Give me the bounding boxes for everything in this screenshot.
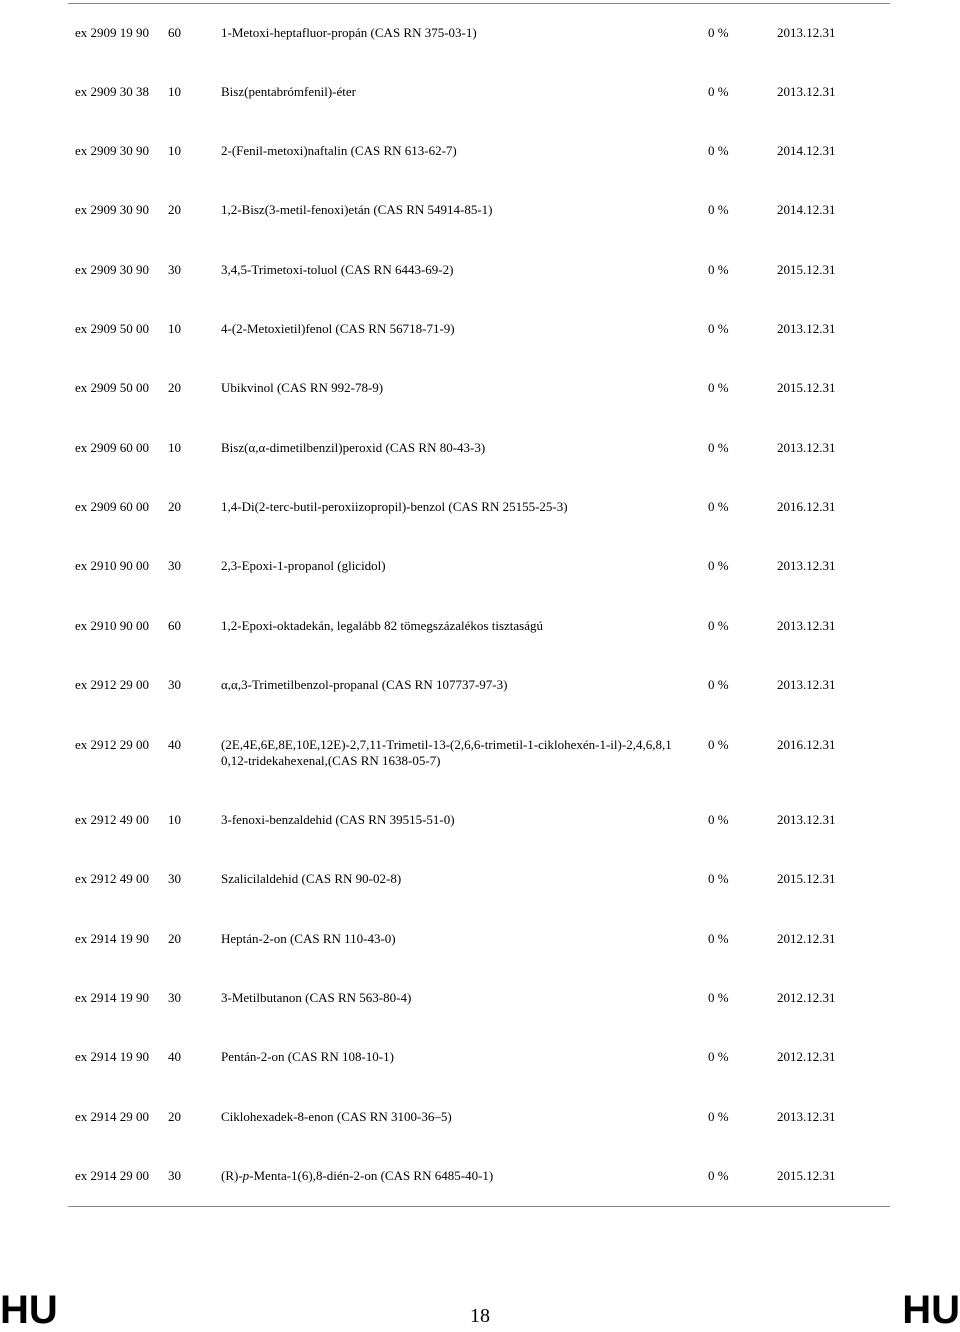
duty-rate: 0 %	[708, 677, 729, 692]
language-code-right: HU	[902, 1288, 960, 1332]
taric-code: 30	[168, 1168, 181, 1183]
taric-code: 40	[168, 1049, 181, 1064]
bottom-rule	[68, 1206, 890, 1207]
duty-rate: 0 %	[708, 931, 729, 946]
taric-code: 30	[168, 990, 181, 1005]
duty-rate: 0 %	[708, 1168, 729, 1183]
taric-code: 20	[168, 499, 181, 514]
end-date: 2013.12.31	[777, 440, 836, 455]
product-description: 3-fenoxi-benzaldehid (CAS RN 39515-51-0)	[221, 812, 455, 827]
cn-code: ex 2909 30 90	[75, 262, 150, 277]
duty-rate: 0 %	[708, 321, 729, 336]
product-description: 2,3-Epoxi-1-propanol (glicidol)	[221, 558, 386, 573]
taric-code: 10	[168, 143, 181, 158]
cn-code: ex 2914 19 90	[75, 1049, 150, 1064]
language-code-left: HU	[0, 1288, 58, 1332]
product-description: 1-Metoxi-heptafluor-propán (CAS RN 375-03-1)	[221, 25, 477, 40]
cn-code: ex 2914 19 90	[75, 990, 150, 1005]
duty-rate: 0 %	[708, 871, 729, 886]
page-number: 18	[470, 1305, 490, 1327]
product-description: 1,4-Di(2-terc-butil-peroxiizopropil)-benzol (CAS RN 25155-25-3)	[221, 499, 568, 514]
product-description: Bisz(pentabrómfenil)-éter	[221, 84, 356, 99]
end-date: 2013.12.31	[777, 84, 836, 99]
product-description: Heptán-2-on (CAS RN 110-43-0)	[221, 931, 396, 946]
duty-rate: 0 %	[708, 812, 729, 827]
taric-code: 20	[168, 1109, 181, 1124]
cn-code: ex 2909 60 00	[75, 499, 150, 514]
end-date: 2013.12.31	[777, 25, 836, 40]
cn-code: ex 2910 90 00	[75, 618, 150, 633]
cn-code: ex 2912 29 00	[75, 737, 150, 752]
end-date: 2012.12.31	[777, 1049, 836, 1064]
product-description: Szalicilaldehid (CAS RN 90-02-8)	[221, 871, 402, 886]
cn-code: ex 2909 30 90	[75, 202, 150, 217]
product-description: 2-(Fenil-metoxi)naftalin (CAS RN 613-62-7)	[221, 143, 457, 158]
cn-code: ex 2909 50 00	[75, 380, 150, 395]
end-date: 2013.12.31	[777, 677, 836, 692]
cn-code: ex 2909 50 00	[75, 321, 150, 336]
taric-code: 20	[168, 931, 181, 946]
cn-code: ex 2912 29 00	[75, 677, 150, 692]
duty-rate: 0 %	[708, 25, 729, 40]
product-description: 4-(2-Metoxietil)fenol (CAS RN 56718-71-9)	[221, 321, 455, 336]
top-rule	[68, 3, 890, 4]
cn-code: ex 2909 19 90	[75, 25, 150, 40]
product-description: 1,2-Bisz(3-metil-fenoxi)etán (CAS RN 54914-85-1)	[221, 202, 493, 217]
taric-code: 20	[168, 202, 181, 217]
product-description: Ciklohexadek-8-enon (CAS RN 3100-36–5)	[221, 1109, 452, 1124]
end-date: 2013.12.31	[777, 812, 836, 827]
end-date: 2016.12.31	[777, 737, 836, 752]
cn-code: ex 2909 30 38	[75, 84, 150, 99]
end-date: 2015.12.31	[777, 1168, 836, 1183]
product-description: α,α,3-Trimetilbenzol-propanal (CAS RN 107737-97-3)	[221, 677, 508, 692]
duty-rate: 0 %	[708, 558, 729, 573]
taric-code: 10	[168, 440, 181, 455]
cn-code: ex 2914 29 00	[75, 1109, 150, 1124]
taric-code: 60	[168, 25, 181, 40]
end-date: 2015.12.31	[777, 871, 836, 886]
taric-code: 60	[168, 618, 181, 633]
cn-code: ex 2912 49 00	[75, 812, 150, 827]
product-description: (2E,4E,6E,8E,10E,12E)-2,7,11-Trimetil-13-(2,6,6-trimetil-1-ciklohexén-1-il)-2,4,6,8,10,12-tridekahexenal,(CAS RN 1638-05-7)	[221, 737, 672, 768]
cn-code: ex 2909 60 00	[75, 440, 150, 455]
end-date: 2014.12.31	[777, 143, 836, 158]
cn-code: ex 2914 29 00	[75, 1168, 150, 1183]
taric-code: 30	[168, 677, 181, 692]
end-date: 2013.12.31	[777, 558, 836, 573]
taric-code: 40	[168, 737, 181, 752]
cn-code: ex 2910 90 00	[75, 558, 150, 573]
duty-rate: 0 %	[708, 1049, 729, 1064]
end-date: 2016.12.31	[777, 499, 836, 514]
end-date: 2013.12.31	[777, 618, 836, 633]
end-date: 2015.12.31	[777, 262, 836, 277]
duty-rate: 0 %	[708, 262, 729, 277]
end-date: 2015.12.31	[777, 380, 836, 395]
end-date: 2012.12.31	[777, 990, 836, 1005]
duty-rate: 0 %	[708, 202, 729, 217]
taric-code: 10	[168, 812, 181, 827]
duty-rate: 0 %	[708, 84, 729, 99]
end-date: 2014.12.31	[777, 202, 836, 217]
cn-code: ex 2914 19 90	[75, 931, 150, 946]
duty-rate: 0 %	[708, 440, 729, 455]
taric-code: 30	[168, 871, 181, 886]
end-date: 2013.12.31	[777, 321, 836, 336]
taric-code: 20	[168, 380, 181, 395]
duty-rate: 0 %	[708, 618, 729, 633]
end-date: 2013.12.31	[777, 1109, 836, 1124]
cn-code: ex 2912 49 00	[75, 871, 150, 886]
end-date: 2012.12.31	[777, 931, 836, 946]
product-description: 1,2-Epoxi-oktadekán, legalább 82 tömegszázalékos tisztaságú	[221, 618, 544, 633]
product-description: Pentán-2-on (CAS RN 108-10-1)	[221, 1049, 394, 1064]
taric-code: 10	[168, 84, 181, 99]
product-description: Bisz(α,α-dimetilbenzil)peroxid (CAS RN 80-43-3)	[221, 440, 486, 455]
cn-code: ex 2909 30 90	[75, 143, 150, 158]
taric-code: 10	[168, 321, 181, 336]
duty-rate: 0 %	[708, 737, 729, 752]
duty-rate: 0 %	[708, 380, 729, 395]
duty-rate: 0 %	[708, 1109, 729, 1124]
taric-code: 30	[168, 558, 181, 573]
duty-rate: 0 %	[708, 143, 729, 158]
duty-rate: 0 %	[708, 990, 729, 1005]
product-description: 3,4,5-Trimetoxi-toluol (CAS RN 6443-69-2)	[221, 262, 454, 277]
product-description: Ubikvinol (CAS RN 992-78-9)	[221, 380, 384, 395]
product-description: (R)-p-Menta-1(6),8-dién-2-on (CAS RN 6485-40-1)	[221, 1168, 494, 1183]
duty-rate: 0 %	[708, 499, 729, 514]
taric-code: 30	[168, 262, 181, 277]
product-description: 3-Metilbutanon (CAS RN 563-80-4)	[221, 990, 412, 1005]
